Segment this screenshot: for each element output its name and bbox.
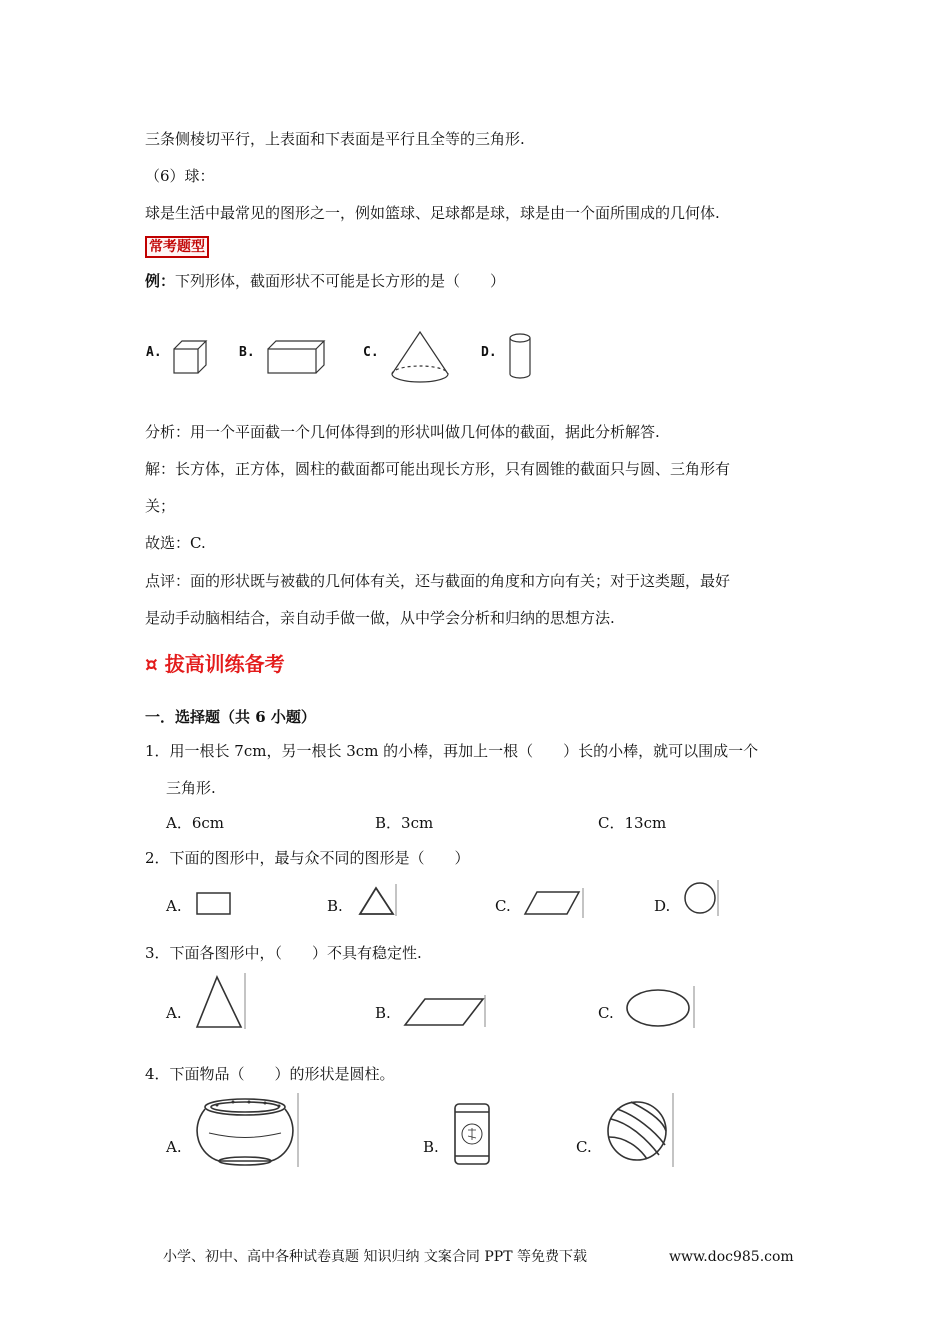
example-comment-line1: 点评：面的形状既与被截的几何体有关，还与截面的角度和方向有关；对于这类题，最好	[145, 572, 731, 590]
q3-option-a-label: A.	[166, 1004, 182, 1022]
example-solution-line1: 解：长方体，正方体，圆柱的截面都可能出现长方形，只有圆锥的截面只与圆、三角形有	[145, 460, 731, 478]
example-option-d-label: D.	[481, 345, 497, 360]
parallelogram-icon	[401, 995, 487, 1029]
cuboid-icon	[266, 339, 326, 375]
q2-option-d-label: D.	[654, 897, 671, 915]
q2-option-a-label: A.	[166, 897, 182, 915]
item6-heading: （6）球：	[145, 167, 215, 185]
q1-stem-line1: 1．用一根长 7cm，另一根长 3cm 的小棒，再加上一根（ ）长的小棒，就可以围成一个	[145, 742, 759, 760]
footer-text: 小学、初中、高中各种试卷真题 知识归纳 文案合同 PPT 等免费下载	[163, 1249, 587, 1265]
q4-option-a-label: A.	[166, 1138, 182, 1156]
example-question-text: 下列形体，截面形状不可能是长方形的是（ ）	[175, 272, 506, 290]
circle-icon	[682, 880, 720, 918]
q2-option-c-label: C.	[495, 897, 511, 915]
q3-stem: 3．下面各图形中，（ ）不具有稳定性.	[145, 944, 422, 962]
footer-website-link[interactable]: www.doc985.com	[669, 1249, 794, 1265]
example-question	[145, 271, 505, 291]
q2-stem: 2．下面的图形中，最与众不同的图形是（ ）	[145, 849, 470, 867]
triangle-icon	[193, 973, 247, 1031]
q1-option-c: C．13cm	[598, 814, 667, 832]
example-solution-line2: 关；	[145, 497, 176, 515]
cylinder-icon	[508, 332, 532, 382]
example-answer: 故选：C.	[145, 534, 206, 552]
section-subheading: 一．选择题（共 6 小题）	[145, 708, 316, 726]
q1-stem-line2: 三角形.	[166, 779, 216, 797]
q3-option-c-label: C.	[598, 1004, 614, 1022]
example-analysis: 分析：用一个平面截一个几何体得到的形状叫做几何体的截面，据此分析解答.	[145, 423, 660, 441]
q2-option-b-label: B.	[327, 897, 343, 915]
example-prefix: 例：	[145, 272, 176, 290]
intro-line: 三条侧棱切平行，上表面和下表面是平行且全等的三角形.	[145, 130, 525, 148]
section-heading: ¤ 拔高训练备考	[145, 652, 285, 676]
item6-body: 球是生活中最常见的图形之一，例如篮球、足球都是球，球是由一个面所围成的几何体.	[145, 204, 720, 222]
q4-option-b-label: B.	[423, 1138, 439, 1156]
q4-option-c-label: C.	[576, 1138, 592, 1156]
q1-option-b: B．3cm	[375, 814, 434, 832]
example-option-a-label: A.	[146, 345, 162, 360]
triangle-icon	[356, 884, 398, 918]
q3-option-b-label: B.	[375, 1004, 391, 1022]
basketball-icon	[603, 1093, 675, 1169]
rectangle-icon	[196, 892, 232, 916]
parallelogram-icon	[521, 888, 585, 918]
basket-icon	[195, 1093, 301, 1169]
cone-icon	[390, 330, 450, 386]
ellipse-icon	[624, 986, 696, 1030]
common-question-tag: 常考题型	[145, 236, 209, 258]
can-icon	[452, 1100, 494, 1168]
q1-option-a: A．6cm	[166, 814, 225, 832]
example-option-c-label: C.	[363, 345, 379, 360]
q4-stem: 4．下面物品（ ）的形状是圆柱。	[145, 1065, 395, 1083]
cube-icon	[172, 339, 210, 375]
example-comment-line2: 是动手动脑相结合，亲自动手做一做，从中学会分析和归纳的思想方法.	[145, 609, 615, 627]
example-option-b-label: B.	[239, 345, 255, 360]
